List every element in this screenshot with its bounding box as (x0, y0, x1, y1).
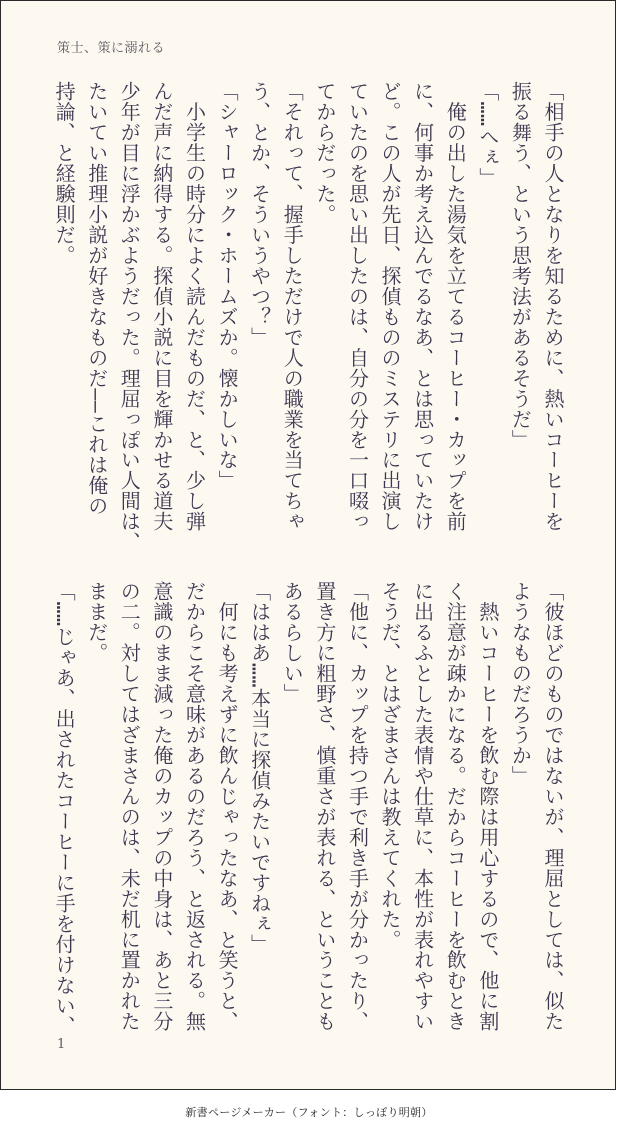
text-line: に出るふとした表情や仕草に、本性が表れやすい (410, 581, 435, 1032)
generator-caption: 新書ページメーカー（フォント：しっぽり明朝） (185, 1106, 433, 1119)
text-line: 「それって、握手しただけで人の職業を当てちゃ (280, 81, 305, 532)
text-line: 「相手の人となりを知るために、熱いコーヒーを (541, 81, 565, 532)
text-line: だからこそ意味があるのだろう、と返される。無 (182, 581, 207, 1032)
text-line: 「……へぇ」 (475, 81, 500, 188)
text-line: 少年が目に浮かぶようだった。理屈っぽい人間は、 (117, 81, 142, 553)
page-number: 1 (57, 1037, 66, 1052)
text-line: そうだ、とはざまさんは教えてくれた。 (378, 581, 403, 950)
text-line: 「他に、カップを持つ手で利き手が分かったり、 (345, 581, 370, 1032)
lower-text-column (48, 581, 570, 1041)
text-line: に、何事か考え込んでるなあ、とは思っていたけ (410, 81, 435, 532)
text-line: 何にも考えずに飲んじゃったなあ、と笑うと、 (215, 581, 240, 1032)
text-line: く注意が疎かになる。だからコーヒーを飲むとき (443, 581, 468, 1032)
text-line: う、とか、そういうやつ？」 (247, 81, 272, 348)
text-line: あるらしい」 (280, 581, 305, 704)
text-line: 「彼ほどのものではないが、理屈としては、似た (541, 581, 565, 1032)
text-line: の二。対してはざまさんのは、未だ机に置かれた (117, 581, 142, 1032)
text-line: 熱いコーヒーを飲む際は用心するので、他に割 (475, 581, 500, 1032)
text-line: 意識のまま減った俺のカップの中身は、あと三分 (149, 581, 174, 1032)
text-line: 俺の出した湯気を立てるコーヒー・カップを前 (443, 81, 468, 532)
text-line: 「シャーロック・ホームズか。懐かしいな」 (215, 81, 240, 491)
text-line: ど。この人が先日、探偵もののミステリに出演し (378, 81, 403, 532)
text-line: 「……じゃあ、出されたコーヒーに手を付けない、 (52, 581, 77, 1037)
text-line: 小学生の時分によく読んだものだ、と、少し弾 (182, 81, 207, 532)
text-line: 振る舞う、という思考法があるそうだ」 (508, 81, 533, 450)
text-line: ままだ。 (84, 581, 109, 663)
text-line: 持論、と経験則だ。 (52, 81, 77, 266)
text-line: んだ声に納得する。探偵小説に目を輝かせる道夫 (149, 81, 174, 532)
upper-text-column (48, 81, 570, 553)
text-line: 置き方に粗野さ、慎重さが表れる、ということも (312, 581, 337, 1032)
running-head: 策士、策に溺れる (57, 41, 166, 56)
text-line: ていたのを思い出したのは、自分の分を一口啜っ (345, 81, 370, 532)
text-line: てからだった。 (312, 81, 337, 225)
text-line: 「ははあ……本当に探偵みたいですねぇ」 (247, 581, 272, 955)
text-line: ようなものだろうか」 (508, 581, 533, 786)
text-line: たいてい推理小説が好きなものだ――これは俺の (84, 81, 109, 516)
